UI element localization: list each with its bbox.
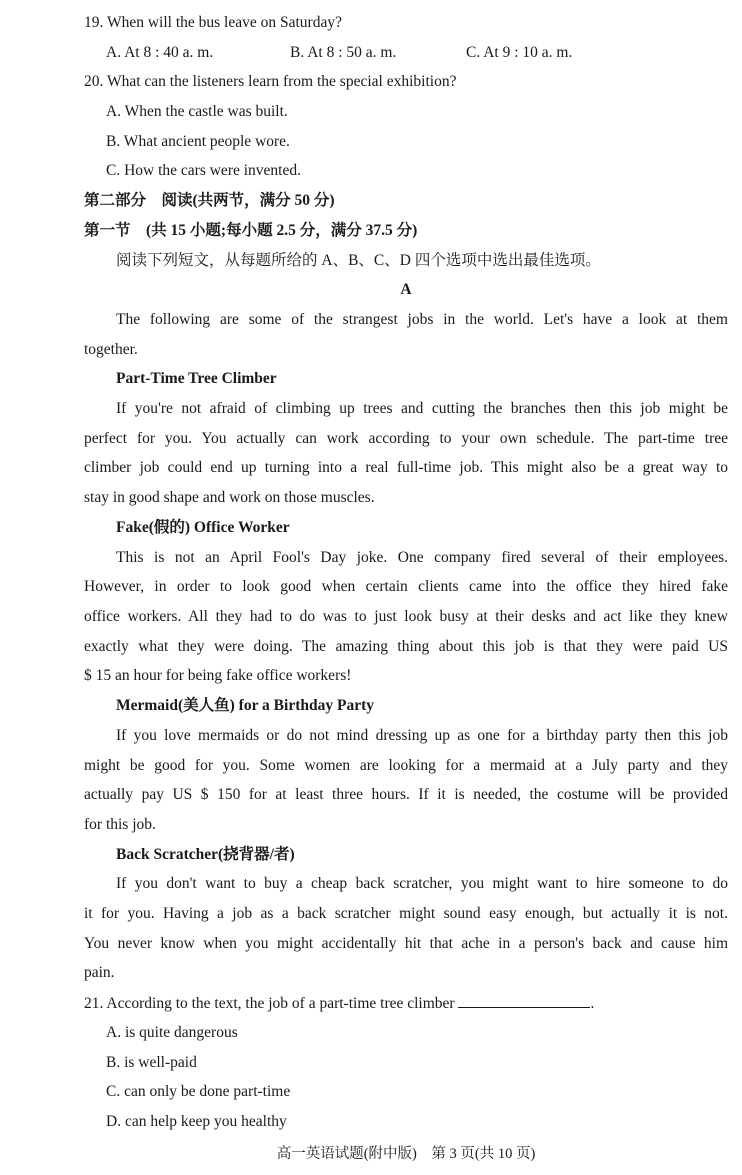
q21-stem: 21. According to the text, the job of a part-time tree climber <box>84 995 455 1012</box>
paragraph-line: climber job could end up turning into a real full-time job. This might also be a great way to <box>84 459 728 476</box>
q19-option-b: B. At 8 : 50 a. m. <box>290 44 397 61</box>
paragraph-line: exactly what they were doing. The amazing thing about this job is that they were paid US <box>84 638 728 655</box>
q21-option-a: A. is quite dangerous <box>106 1024 238 1041</box>
q21-option-b: B. is well-paid <box>106 1054 197 1071</box>
paragraph-line: pain. <box>84 964 115 981</box>
section-heading-tree-climber: Part-Time Tree Climber <box>116 370 277 387</box>
q21-option-d: D. can help keep you healthy <box>106 1113 287 1130</box>
paragraph-line: However, in order to look good when certain clients came into the office they hired fake <box>84 578 728 595</box>
q19-option-c: C. At 9 : 10 a. m. <box>466 44 573 61</box>
paragraph-line: office workers. All they had to do was to just look busy at their desks and act like they knew <box>84 608 728 625</box>
paragraph-line: for this job. <box>84 816 156 833</box>
q21-stem-end: . <box>590 995 595 1012</box>
q20-option-c: C. How the cars were invented. <box>106 162 301 179</box>
passage-label: A <box>400 281 412 298</box>
q21-stem-row <box>84 993 728 1014</box>
q20-option-b: B. What ancient people wore. <box>106 133 290 150</box>
section1-title: 第一节 (共 15 小题;每小题 2.5 分，满分 37.5 分) <box>84 222 418 239</box>
passage-intro-line: The following are some of the strangest jobs in the world. Let's have a look at them <box>116 311 728 328</box>
paragraph-line: actually pay US $ 150 for at least three hours. If it is needed, the costume will be provided <box>84 786 728 803</box>
q19-stem: 19. When will the bus leave on Saturday? <box>84 14 342 31</box>
paragraph-line: it for you. Having a job as a back scratcher might sound easy enough, but actually it is not. <box>84 905 728 922</box>
section-heading-back-scratcher: Back Scratcher(挠背器/者) <box>116 846 295 863</box>
q20-option-a: A. When the castle was built. <box>106 103 288 120</box>
paragraph-line: $ 15 an hour for being fake office workers! <box>84 667 352 684</box>
paragraph-line: You never know when you might accidentally hit that ache in a person's back and cause him <box>84 935 728 952</box>
paragraph-line: perfect for you. You actually can work according to your own schedule. The part-time tree <box>84 430 728 447</box>
paragraph-line: might be good for you. Some women are looking for a mermaid at a July party and they <box>84 757 728 774</box>
section-heading-fake-office-worker: Fake(假的) Office Worker <box>116 519 290 536</box>
passage-intro-line: together. <box>84 341 138 358</box>
paragraph-line: stay in good shape and work on those muscles. <box>84 489 375 506</box>
page-footer: 高一英语试题(附中版) 第 3 页(共 10 页) <box>276 1146 536 1162</box>
section-heading-mermaid: Mermaid(美人鱼) for a Birthday Party <box>116 697 374 714</box>
q20-stem: 20. What can the listeners learn from the special exhibition? <box>84 73 457 90</box>
reading-instruction: 阅读下列短文，从每题所给的 A、B、C、D 四个选项中选出最佳选项。 <box>116 252 601 269</box>
paragraph-line: If you love mermaids or do not mind dressing up as one for a birthday party then this job <box>116 727 728 744</box>
paragraph-line: This is not an April Fool's Day joke. One company fired several of their employees. <box>116 549 728 566</box>
part2-title: 第二部分 阅读(共两节，满分 50 分) <box>84 192 335 209</box>
paragraph-line: If you're not afraid of climbing up trees and cutting the branches then this job might be <box>116 400 728 417</box>
paragraph-line: If you don't want to buy a cheap back scratcher, you might want to hire someone to do <box>116 875 728 892</box>
q21-option-c: C. can only be done part-time <box>106 1083 291 1100</box>
answer-blank <box>458 993 590 1008</box>
q19-option-a: A. At 8 : 40 a. m. <box>106 44 214 61</box>
q19-options <box>106 43 728 63</box>
